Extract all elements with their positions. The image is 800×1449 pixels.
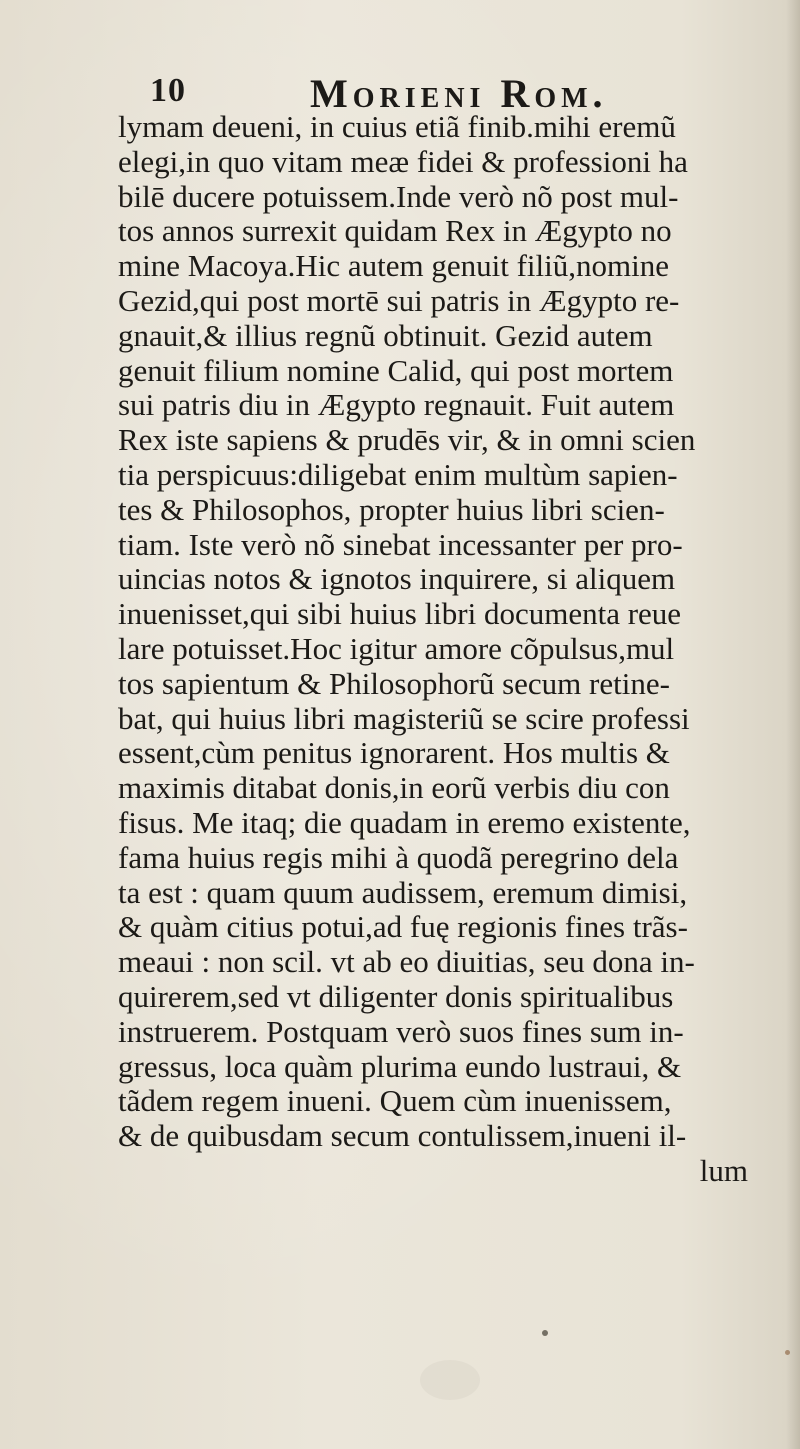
text-line: essent,cùm penitus ignorarent. Hos multis &: [118, 736, 670, 771]
catchword: lum: [699, 1153, 748, 1188]
paper-stain: [785, 1350, 790, 1355]
text-line: fisus. Me itaq; die quadam in eremo existente,: [118, 805, 691, 840]
text-line: tos sapientum & Philosophorũ secum retine-: [118, 666, 670, 701]
text-line: bat, qui huius libri magisteriũ se scire professi: [118, 701, 690, 736]
page-header: [150, 70, 670, 114]
text-line: gnauit,& illius regnũ obtinuit. Gezid autem: [118, 318, 653, 353]
text-line: instruerem. Postquam verò suos fines sum in-: [118, 1014, 684, 1049]
running-title: Morieni Rom.: [310, 71, 608, 116]
body-text: [118, 110, 798, 1189]
paper-stain: [420, 1360, 480, 1400]
paper-stain: [542, 1330, 548, 1336]
text-line: uincias notos & ignotos inquirere, si aliquem: [118, 562, 676, 597]
text-line: ta est : quam quum audissem, eremum dimisi,: [118, 875, 688, 910]
text-line: lare potuisset.Hoc igitur amore cõpulsus,mul: [118, 631, 675, 666]
text-line: tiam. Iste verò nõ sinebat incessanter per pro-: [118, 527, 683, 562]
text-line: tia perspicuus:diligebat enim multùm sapien-: [118, 457, 678, 492]
text-line: mine Macoya.Hic autem genuit filiũ,nomine: [118, 249, 669, 284]
text-line: fama huius regis mihi à quodã peregrino dela: [118, 840, 679, 875]
text-line: bilē ducere potuissem.Inde verò nõ post mul-: [118, 179, 679, 214]
text-line: inuenisset,qui sibi huius libri documenta reue: [118, 597, 682, 632]
text-line: quirerem,sed vt diligenter donis spiritualibus: [118, 979, 674, 1014]
text-line: lymam deueni, in cuius etiã finib.mihi eremũ: [118, 110, 676, 144]
text-line: gressus, loca quàm plurima eundo lustraui, &: [118, 1049, 682, 1084]
text-line: & quàm citius potui,ad fuę regionis fines trãs-: [118, 910, 688, 945]
text-line: elegi,in quo vitam meæ fidei & professioni ha: [118, 144, 688, 179]
text-line: & de quibusdam secum contulissem,inueni il-: [118, 1119, 687, 1154]
text-line: meaui : non scil. vt ab eo diuitias, seu dona in-: [118, 945, 695, 980]
page-number: 10: [150, 72, 186, 109]
text-line: tãdem regem inueni. Quem cùm inuenissem,: [118, 1084, 672, 1119]
text-line: tos annos surrexit quidam Rex in Ægypto no: [118, 214, 672, 249]
text-line: maximis ditabat donis,in eorũ verbis diu con: [118, 771, 670, 806]
text-line: Rex iste sapiens & prudēs vir, & in omni scien: [118, 423, 696, 458]
text-line: Gezid,qui post mortē sui patris in Ægypto re-: [118, 283, 680, 318]
text-line: genuit filium nomine Calid, qui post mortem: [118, 353, 674, 388]
text-line: tes & Philosophos, propter huius libri scien-: [118, 492, 665, 527]
text-line: sui patris diu in Ægypto regnauit. Fuit autem: [118, 388, 675, 423]
